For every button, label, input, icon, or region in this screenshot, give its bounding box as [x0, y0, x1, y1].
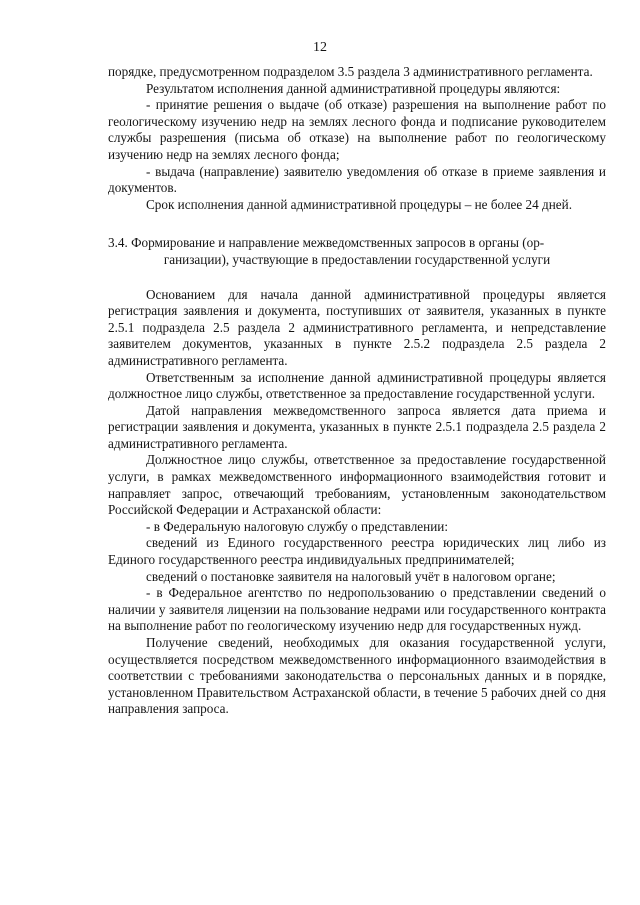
- paragraph: сведений о постановке заявителя на налоговый учёт в налоговом органе;: [146, 568, 556, 584]
- section-heading: [108, 235, 606, 268]
- section-heading-line-2: ганизации), участвующие в предоставлении государственной услуги: [163, 251, 551, 267]
- paragraph: Основанием для начала данной административной процедуры является регистрация заявления и документа, поступивших от заявителя, указанных в пункте 2.5.1 подраздела 2.5 раздела 2 административного регламента, и непредставление заявителем документов, указанных в пункте 2.5.2 подраздела 2.5 раздела 2 административного регламента.: [108, 286, 606, 368]
- list-item: - принятие решения о выдаче (об отказе) разрешения на выполнение работ по геологическому изучению недр на землях лесного фонда и подписание руководителем службы разрешения (письма об отказе) на выполнение работ по геологическому изучению недр на землях лесного фонда;: [108, 97, 606, 162]
- paragraph: Получение сведений, необходимых для оказания государственной услуги, осуществляется посредством межведомственного информационного взаимодействия в соответствии с требованиями законодательства о персональных данных и в порядке, установленном Правительством Астраханской области, в течение 5 рабочих дней со дня направления запроса.: [108, 635, 606, 717]
- paragraph: Должностное лицо службы, ответственное за предоставление государственной услуги, в рамках межведомственного информационного взаимодействия готовит и направляет запрос, отвечающий требованиям, установленным законодательством Российской Федерации и Астраханской области:: [108, 452, 606, 518]
- list-item: - выдача (направление) заявителю уведомления об отказе в приеме заявления и документов.: [108, 163, 606, 196]
- list-item: - в Федеральную налоговую службу о представлении:: [146, 518, 448, 534]
- paragraph: Срок исполнения данной административной процедуры – не более 24 дней.: [146, 196, 572, 212]
- paragraph: Ответственным за исполнение данной административной процедуры является должностное лицо службы, ответственное за предоставление государственной услуги.: [108, 369, 606, 402]
- paragraph: порядке, предусмотренном подразделом 3.5 раздела 3 административного регламента.: [108, 64, 593, 79]
- paragraph: Результатом исполнения данной административной процедуры являются:: [146, 80, 561, 96]
- section-heading-line-1: 3.4. Формирование и направление межведомственных запросов в органы (ор-: [108, 235, 545, 251]
- paragraph: Датой направления межведомственного запроса является дата приема и регистрации заявления и документа, указанных в пункте 2.5.1 подраздела 2.5 раздела 2 административного регламента.: [108, 402, 606, 451]
- document-body: [108, 64, 606, 718]
- list-item: - в Федеральное агентство по недропользованию о представлении сведений о наличии у заявителя лицензии на пользование недрами или государственного контракта на выполнение работ по геологическому изучению недр для государственных нужд.: [108, 585, 606, 634]
- page-number: 12: [313, 40, 327, 55]
- paragraph: сведений из Единого государственного реестра юридических лиц либо из Единого государственного реестра индивидуальных предпринимателей;: [108, 535, 606, 568]
